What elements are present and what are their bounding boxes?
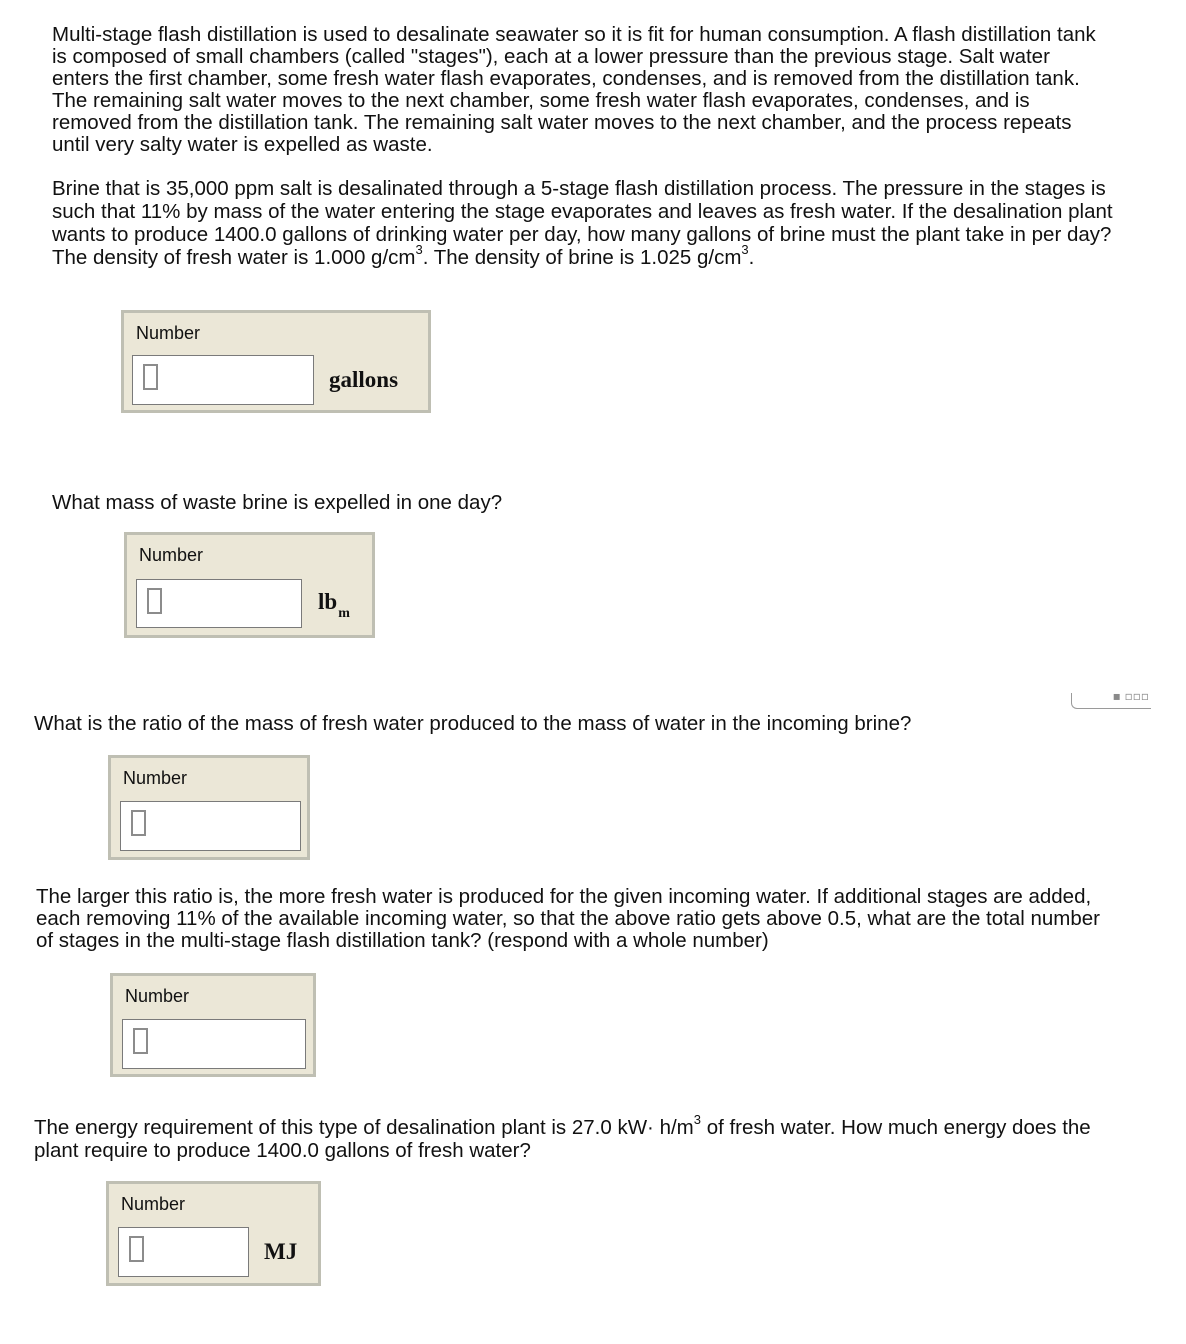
question-3-span: What is the ratio of the mass of fresh water produced to the mass of water in the incoming brine? — [34, 712, 912, 735]
question-1-sup1: 3 — [415, 242, 423, 258]
answer-box-1-unit: gallons — [329, 367, 399, 392]
question-4-span: The larger this ratio is, the more fresh water is produced for the given incoming water. If additional stages are added, each removing 11% of the available incoming water, so that the above ratio gets above 0.5, what are the total number of stages in the multi-stage flash distillation tank? (respond with a whole number) — [36, 885, 1100, 952]
question-5-text — [34, 1112, 1124, 1162]
answer-box-1 — [121, 310, 431, 413]
question-5-part1: The energy requirement of this type of desalination plant is 27.0 kW· h/m — [34, 1116, 694, 1139]
answer-box-5 — [106, 1181, 321, 1286]
intro-text: Multi-stage flash distillation is used to desalinate seawater so it is fit for human consumption. A flash distillation tank is composed of small chambers (called "stages"), each at a lower pressure than the previous stage. Salt water enters the first chamber, some fresh water flash evaporates, condenses, and is removed from the distillation tank. The remaining salt water moves to the next chamber, some fresh water flash evaporates, condenses, and is removed from the distillation tank. The remaining salt water moves to the next chamber, and the process repeats until very salty water is expelled as waste. — [52, 23, 1096, 156]
text-cursor-icon — [143, 364, 158, 390]
question-2-span: What mass of waste brine is expelled in one day? — [52, 491, 503, 514]
answer-box-5-label: Number — [121, 1194, 186, 1214]
question-5-part2: of fresh water. How much energy does the plant require to produce 1400.0 gallons of fresh water? — [34, 1116, 1091, 1162]
answer-input-2[interactable] — [136, 579, 302, 628]
answer-box-4 — [110, 973, 316, 1077]
text-cursor-icon — [133, 1028, 148, 1054]
answer-box-2-unit — [318, 589, 350, 621]
text-cursor-icon — [147, 588, 162, 614]
answer-input-3[interactable] — [120, 801, 301, 851]
question-1-sup2: 3 — [741, 242, 749, 258]
answer-box-3 — [108, 755, 310, 860]
text-cursor-icon — [129, 1236, 144, 1262]
answer-box-4-label: Number — [125, 986, 190, 1006]
answer-box-2 — [124, 532, 375, 638]
answer-box-5-unit: MJ — [264, 1239, 298, 1264]
question-1-part2: . The density of brine is 1.025 g/cm — [422, 246, 742, 269]
question-2-text — [52, 492, 952, 514]
answer-box-2-unit-main: lb — [318, 589, 338, 614]
question-4-text — [36, 886, 1116, 952]
text-cursor-icon — [131, 810, 146, 836]
answer-input-4[interactable] — [122, 1019, 306, 1069]
answer-box-2-unit-sub: m — [338, 606, 350, 621]
answer-box-3-label: Number — [123, 768, 188, 788]
question-1-part1: Brine that is 35,000 ppm salt is desalinated through a 5-stage flash distillation process. The pressure in the stages is such that 11% by mass of the water entering the stage evaporates and leaves as fresh water. If the desalination plant wants to produce 1400.0 gallons of drinking water per day, how many gallons of brine must the plant take in per day? The density of fresh water is 1.000 g/cm — [52, 177, 1113, 269]
question-1-part3: . — [748, 246, 755, 269]
answer-box-2-label: Number — [139, 545, 204, 565]
corner-widget-text: ▪ ▫▫▫ — [1112, 689, 1149, 703]
question-1-text — [52, 177, 1122, 269]
intro-paragraph — [52, 24, 1112, 156]
answer-box-1-label: Number — [136, 323, 201, 343]
question-5-sup: 3 — [693, 1112, 701, 1128]
answer-input-1[interactable] — [132, 355, 314, 405]
corner-widget — [1071, 689, 1151, 709]
answer-input-5[interactable] — [118, 1227, 249, 1277]
question-3-text — [34, 713, 1034, 735]
